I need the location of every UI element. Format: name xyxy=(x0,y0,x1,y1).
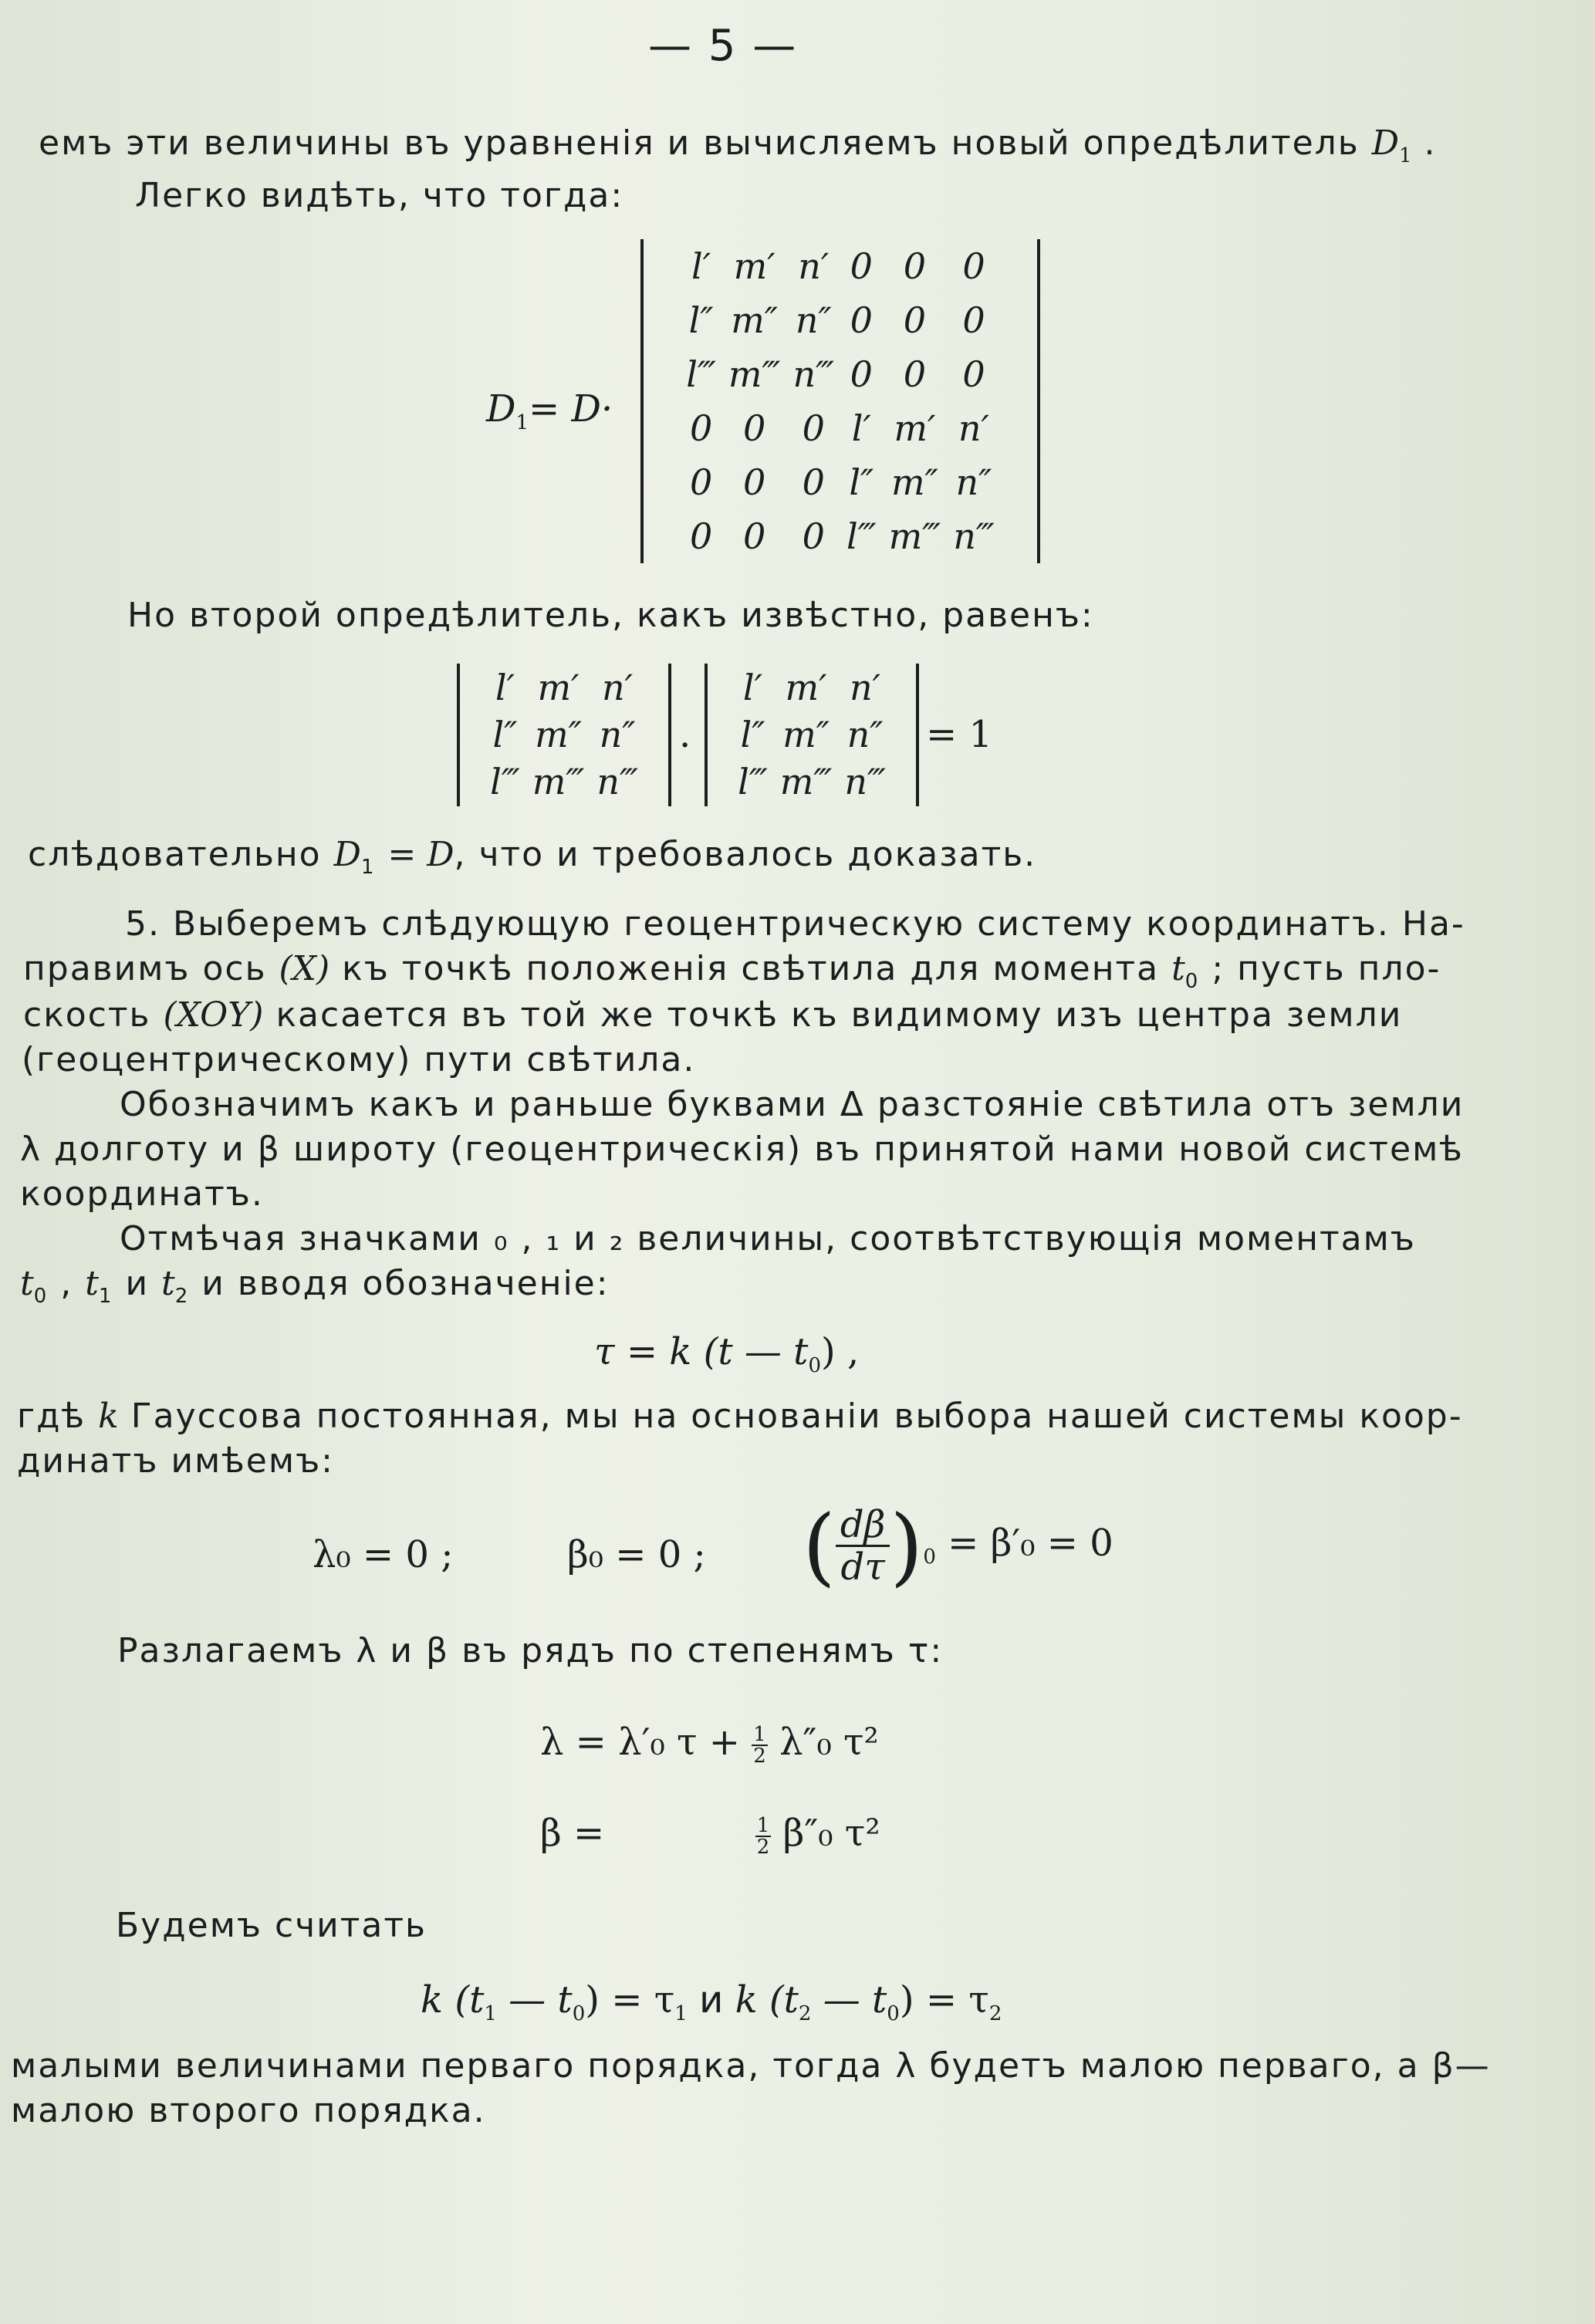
determinant-cell: 0 xyxy=(903,353,927,395)
equation-lambda-series: λ = λ′₀ τ + $\frac{1}{2}$ λ″₀ τ² xyxy=(540,1721,879,1768)
determinant-cell: n′ xyxy=(850,666,881,708)
equation-beta-series: β = $\frac{1}{2}$ β″₀ τ² xyxy=(540,1812,880,1859)
equation-k-tau: k ($t_1$ — $t_0) = \tau_1$ и k ($t_2$ — $t_0) = \tau_2$ xyxy=(421,1978,1002,2025)
determinant-row xyxy=(680,239,1000,293)
para9: Разлагаемъ λ и β въ рядъ по степенямъ τ: xyxy=(117,1631,944,1670)
page-number: — 5 — xyxy=(648,21,798,71)
para5-line-2: правимъ ось (X) къ точкѣ положенія свѣтила для момента $t_0$ ; пусть пло- xyxy=(23,949,1441,993)
determinant-row xyxy=(484,758,644,805)
determinant-row xyxy=(680,347,1000,401)
determinant-cell: l′ xyxy=(495,666,515,708)
determinant-cell: m″ xyxy=(891,461,938,503)
determinant-cell: l′ xyxy=(851,407,871,449)
para6-line-2: λ долготу и β широту (геоцентрическія) въ принятой нами новой системѣ xyxy=(20,1130,1464,1169)
determinant-cell: 0 xyxy=(743,407,766,449)
determinant-cell: n‴ xyxy=(792,353,834,395)
determinant-cell: 0 xyxy=(802,407,825,449)
determinant-row xyxy=(732,664,892,711)
determinant-cell: 0 xyxy=(850,299,873,341)
determinant-row xyxy=(680,293,1000,347)
determinant-cell: m‴ xyxy=(779,760,833,802)
para11-line-1: малыми величинами перваго порядка, тогда λ будетъ малою перваго, а β— xyxy=(11,2046,1491,2086)
determinant-cell: n″ xyxy=(795,299,832,341)
determinant-cell: 0 xyxy=(802,461,825,503)
text-line-3: Но второй опредѣлитель, какъ извѣстно, равенъ: xyxy=(127,596,1094,635)
determinant-row xyxy=(484,664,644,711)
para10: Будемъ считать xyxy=(116,1906,427,1945)
determinant-cell: l′ xyxy=(691,245,711,287)
determinant-cell: n′ xyxy=(958,407,989,449)
determinant-cell: m″ xyxy=(782,713,830,755)
para6-line-1: Обозначимъ какъ и раньше буквами Δ разстояніе свѣтила отъ земли xyxy=(120,1085,1465,1124)
determinant-cell: m‴ xyxy=(532,760,585,802)
determinant-cell: 0 xyxy=(850,353,873,395)
determinant-cell: l″ xyxy=(740,713,765,755)
determinant-cell: n‴ xyxy=(844,760,886,802)
determinant-cell: l‴ xyxy=(738,760,768,802)
equation-lambda0: λ₀ = 0 ; xyxy=(313,1533,454,1576)
para7-line-1: Отмѣчая значками ₀ , ₁ и ₂ величины, соотвѣтствующія моментамъ xyxy=(120,1219,1416,1258)
determinant-row xyxy=(680,509,1000,563)
determinant-cell: l″ xyxy=(849,461,874,503)
text-line-2: Легко видѣть, что тогда: xyxy=(135,176,624,215)
determinant-cell: l″ xyxy=(492,713,518,755)
det-product-dot: . xyxy=(679,713,691,756)
determinant-row xyxy=(680,455,1000,509)
determinant-cell: 0 xyxy=(689,461,713,503)
determinant-row xyxy=(484,711,644,758)
determinant-cell: 0 xyxy=(903,245,927,287)
determinant-cell: 0 xyxy=(689,407,713,449)
equation-tau: τ = k (t — $t_0$) , xyxy=(594,1330,860,1377)
determinant-row xyxy=(680,401,1000,455)
text-line-1: емъ эти величины въ уравненія и вычисляемъ новый опредѣлитель $D_1$ . xyxy=(39,123,1437,167)
determinant-3x3-right-grid xyxy=(732,664,892,805)
determinant-row xyxy=(732,758,892,805)
para5-line-4: (геоцентрическому) пути свѣтила. xyxy=(22,1040,696,1079)
determinant-cell: n″ xyxy=(599,713,636,755)
determinant-cell: 0 xyxy=(743,515,766,557)
determinant-cell: 0 xyxy=(962,299,985,341)
determinant-cell: n′ xyxy=(602,666,634,708)
determinant-cell: m′ xyxy=(894,407,936,449)
determinant-cell: l‴ xyxy=(846,515,877,557)
determinant-cell: n″ xyxy=(846,713,884,755)
equation-dbeta: ( $\frac{d\beta}{d\tau}$ )$_0 = \beta'_0 = 0$ xyxy=(803,1496,1113,1596)
determinant-3x3-left xyxy=(457,664,671,806)
para5-line-1: 5. Выберемъ слѣдующую геоцентрическую систему координатъ. На- xyxy=(125,904,1465,944)
determinant-cell: m′ xyxy=(785,666,827,708)
determinant-6x6 xyxy=(640,239,1040,563)
determinant-row xyxy=(732,711,892,758)
d1-label: $D_1= D\cdot$ xyxy=(486,387,613,434)
determinant-cell: m′ xyxy=(537,666,580,708)
determinant-cell: 0 xyxy=(850,245,873,287)
para6-line-3: координатъ. xyxy=(20,1174,264,1214)
determinant-cell: n″ xyxy=(955,461,992,503)
determinant-cell: l‴ xyxy=(490,760,520,802)
determinant-3x3-left-grid xyxy=(484,664,644,805)
equation-beta0: β₀ = 0 ; xyxy=(567,1533,706,1576)
determinant-cell: l‴ xyxy=(686,353,716,395)
det-result: = 1 xyxy=(926,713,993,756)
determinant-cell: 0 xyxy=(962,245,985,287)
determinant-cell: m′ xyxy=(733,245,776,287)
determinant-6x6-grid xyxy=(680,239,1000,563)
para7-line-2: $t_0$ , $t_1$ и $t_2$ и вводя обозначеніе: xyxy=(20,1264,610,1308)
determinant-cell: n‴ xyxy=(953,515,995,557)
determinant-cell: 0 xyxy=(689,515,713,557)
determinant-cell: 0 xyxy=(903,299,927,341)
text-line-4: слѣдовательно $D_1 = D$, что и требовалось доказать. xyxy=(28,835,1037,879)
para11-line-2: малою второго порядка. xyxy=(11,2091,486,2130)
determinant-cell: m‴ xyxy=(728,353,781,395)
determinant-3x3-right xyxy=(705,664,919,806)
determinant-cell: 0 xyxy=(743,461,766,503)
determinant-cell: m″ xyxy=(535,713,582,755)
determinant-cell: n′ xyxy=(798,245,830,287)
determinant-cell: l′ xyxy=(742,666,763,708)
para5-line-3: скость (XOY) касается въ той же точкѣ къ видимому изъ центра земли xyxy=(23,995,1403,1035)
determinant-cell: m‴ xyxy=(888,515,941,557)
para8-line-2: динатъ имѣемъ: xyxy=(17,1441,334,1481)
determinant-cell: 0 xyxy=(962,353,985,395)
determinant-cell: m″ xyxy=(731,299,779,341)
determinant-cell: l″ xyxy=(688,299,714,341)
determinant-cell: 0 xyxy=(802,515,825,557)
para8-line-1: гдѣ k Гауссова постоянная, мы на основаніи выбора нашей системы коор- xyxy=(17,1397,1463,1436)
determinant-cell: n‴ xyxy=(596,760,638,802)
